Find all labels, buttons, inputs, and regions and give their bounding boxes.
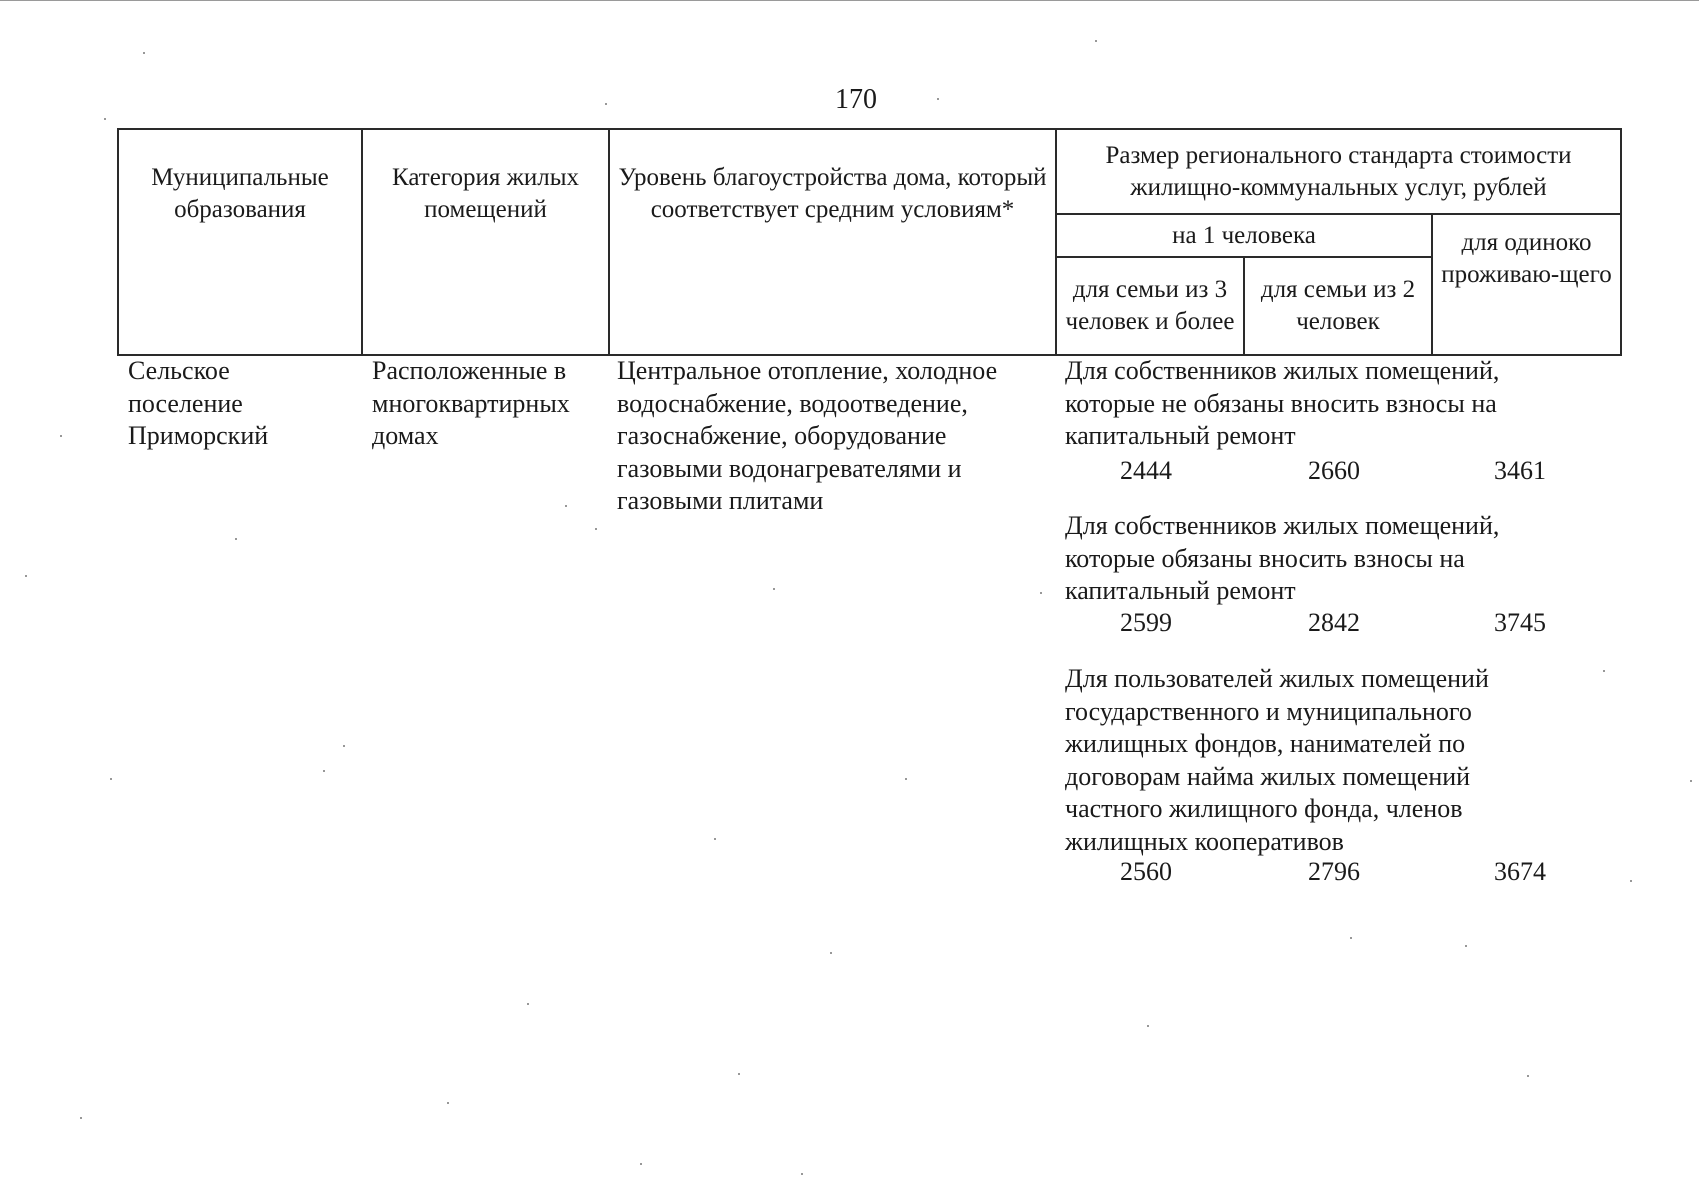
value-family-3: 2560 bbox=[1120, 857, 1172, 886]
header-regional-standard: Размер регионального стандарта стоимости жилищно-коммунальных услуг, рублей bbox=[1056, 129, 1621, 214]
scan-speck bbox=[565, 505, 567, 507]
scan-speck bbox=[1465, 945, 1467, 947]
scan-speck bbox=[773, 588, 775, 590]
scan-speck bbox=[738, 1073, 740, 1075]
scan-speck bbox=[80, 1117, 82, 1119]
scan-speck bbox=[830, 952, 832, 954]
value-row-not-obliged bbox=[1055, 455, 1620, 487]
scan-speck bbox=[1527, 1075, 1529, 1077]
page-number: 170 bbox=[835, 84, 877, 115]
scan-speck bbox=[60, 435, 62, 437]
cell-improvement: Центральное отопление, холодное водоснабжение, водоотведение, газоснабжение, оборудование газовыми водонагревателями и газовыми плитами bbox=[617, 356, 998, 515]
group-label-not-obliged: Для собственников жилых помещений, которые не обязаны вносить взносы на капитальный ремонт bbox=[1065, 356, 1500, 450]
scan-speck bbox=[937, 98, 939, 100]
cell-municipality: Сельское поселение Приморский bbox=[128, 356, 269, 450]
scan-speck bbox=[1095, 40, 1097, 42]
scan-speck bbox=[605, 103, 607, 105]
scan-speck bbox=[110, 778, 112, 780]
header-improvement-level: Уровень благоустройства дома, который соответствует средним условиям* bbox=[609, 129, 1056, 355]
scan-speck bbox=[1040, 592, 1042, 594]
scan-speck bbox=[104, 118, 106, 120]
value-single: 3745 bbox=[1494, 608, 1546, 637]
table-header bbox=[117, 128, 1622, 356]
scan-speck bbox=[1690, 780, 1692, 782]
scan-top-edge bbox=[0, 0, 1699, 1]
scan-speck bbox=[801, 1173, 803, 1175]
scan-speck bbox=[1603, 670, 1605, 672]
scan-speck bbox=[1147, 1025, 1149, 1027]
scan-speck bbox=[1630, 880, 1632, 882]
header-municipalities: Муниципальные образования bbox=[118, 129, 362, 355]
scan-speck bbox=[343, 745, 345, 747]
header-single-resident: для одиноко проживаю-щего bbox=[1432, 214, 1621, 355]
header-category: Категория жилых помещений bbox=[362, 129, 609, 355]
group-label-obliged: Для собственников жилых помещений, которые обязаны вносить взносы на капитальный ремонт bbox=[1065, 511, 1500, 605]
value-row-obliged bbox=[1055, 607, 1620, 639]
scan-speck bbox=[714, 838, 716, 840]
value-family-3: 2444 bbox=[1120, 456, 1172, 485]
scan-speck bbox=[527, 1003, 529, 1005]
group-label-tenants: Для пользователей жилых помещений государственного и муниципального жилищных фондов, нанимателей по договорам найма жилых помещений частного жилищного фонда, членов жилищных кооперативов bbox=[1065, 664, 1489, 856]
value-single: 3674 bbox=[1494, 857, 1546, 886]
scan-speck bbox=[323, 770, 325, 772]
value-family-3: 2599 bbox=[1120, 608, 1172, 637]
value-family-2: 2796 bbox=[1308, 857, 1360, 886]
scan-speck bbox=[595, 528, 597, 530]
scan-speck bbox=[1350, 937, 1352, 939]
value-family-2: 2842 bbox=[1308, 608, 1360, 637]
scan-speck bbox=[905, 778, 907, 780]
cell-category: Расположенные в многоквартирных домах bbox=[372, 356, 570, 450]
value-row-tenants bbox=[1055, 856, 1620, 888]
value-family-2: 2660 bbox=[1308, 456, 1360, 485]
scan-speck bbox=[25, 575, 27, 577]
scan-speck bbox=[640, 1163, 642, 1165]
scan-speck bbox=[447, 1102, 449, 1104]
scan-speck bbox=[143, 52, 145, 54]
scan-speck bbox=[235, 538, 237, 540]
header-per-person: на 1 человека bbox=[1056, 214, 1432, 257]
header-family-2: для семьи из 2 человек bbox=[1244, 257, 1432, 355]
header-family-3: для семьи из 3 человек и более bbox=[1056, 257, 1244, 355]
value-single: 3461 bbox=[1494, 456, 1546, 485]
